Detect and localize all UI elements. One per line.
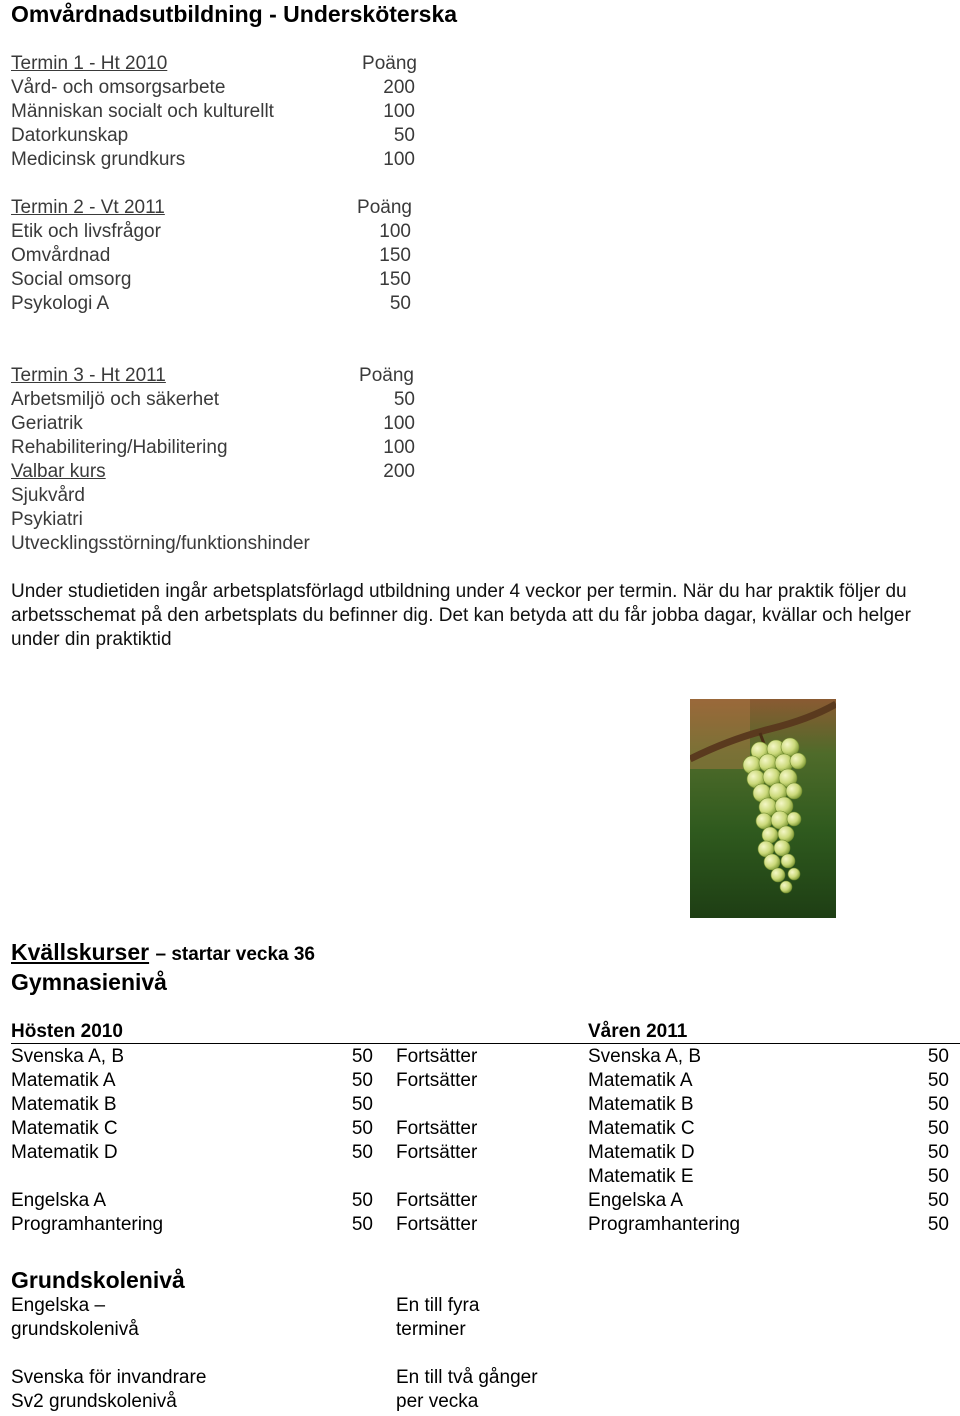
- course-name: Rehabilitering/Habilitering: [11, 437, 228, 458]
- course-row: [11, 412, 431, 436]
- term-header: [11, 196, 431, 220]
- autumn-course: Engelska A: [11, 1190, 107, 1211]
- course-points: 50: [393, 125, 415, 146]
- spring-course: Programhantering: [588, 1214, 741, 1235]
- upper-secondary-heading: Gymnasienivå: [11, 969, 167, 995]
- basic-frequency: per vecka: [396, 1391, 479, 1412]
- course-points: 100: [383, 149, 415, 170]
- elective-course-name: Valbar kurs: [11, 461, 106, 482]
- autumn-heading: Hösten 2010: [11, 1021, 123, 1042]
- points-label: Poäng: [362, 53, 417, 74]
- autumn-points: 50: [351, 1190, 373, 1211]
- table-row: [0, 1189, 960, 1213]
- course-points: 100: [383, 101, 415, 122]
- autumn-points: 50: [351, 1094, 373, 1115]
- course-row: [11, 484, 431, 508]
- autumn-course: Matematik D: [11, 1142, 118, 1163]
- course-row: [11, 508, 431, 532]
- course-name: Psykiatri: [11, 509, 83, 530]
- spring-points: 50: [927, 1070, 949, 1091]
- points-label: Poäng: [357, 197, 412, 218]
- course-name: Etik och livsfrågor: [11, 221, 161, 242]
- spring-points: 50: [927, 1214, 949, 1235]
- course-row: [11, 148, 431, 172]
- course-name: Vård- och omsorgsarbete: [11, 77, 226, 98]
- course-row: [11, 124, 431, 148]
- course-row: [11, 460, 431, 484]
- basic-frequency: terminer: [396, 1319, 466, 1340]
- evening-start-note: – startar vecka 36: [155, 944, 315, 965]
- course-points: 200: [383, 461, 415, 482]
- course-row: [11, 388, 431, 412]
- basic-course-line: Svenska för invandrare: [11, 1367, 207, 1388]
- autumn-points: 50: [351, 1214, 373, 1235]
- course-name: Geriatrik: [11, 413, 83, 434]
- course-points: 100: [383, 437, 415, 458]
- course-name: Arbetsmiljö och säkerhet: [11, 389, 220, 410]
- autumn-points: 50: [351, 1118, 373, 1139]
- autumn-points: 50: [351, 1142, 373, 1163]
- term-heading: Termin 2 - Vt 2011: [11, 197, 165, 218]
- basic-course-line: grundskolenivå: [11, 1319, 139, 1340]
- course-row: [11, 436, 431, 460]
- spring-points: 50: [927, 1118, 949, 1139]
- autumn-course: Programhantering: [11, 1214, 164, 1235]
- spring-course: Matematik C: [588, 1118, 695, 1139]
- grapes-photo: [690, 699, 836, 918]
- course-points: 50: [389, 293, 411, 314]
- course-name: Social omsorg: [11, 269, 132, 290]
- basic-frequency: En till två gånger: [396, 1367, 538, 1388]
- evening-courses-heading: [11, 937, 315, 970]
- course-name: Psykologi A: [11, 293, 110, 314]
- basic-course-line: Engelska –: [11, 1295, 106, 1316]
- table-row: [0, 1093, 960, 1117]
- course-row: [11, 244, 431, 268]
- course-name: Sjukvård: [11, 485, 85, 506]
- internship-paragraph: Under studietiden ingår arbetsplatsförlagd utbildning under 4 veckor per termin. När du har praktik följer du arbetsschemat på den arbetsplats du befinner dig. Det kan betyda att du får jobba dagar, kvällar och helger under din praktiktid: [11, 581, 911, 650]
- spring-course: Matematik E: [588, 1166, 694, 1187]
- continue-note: Fortsätter: [396, 1118, 478, 1139]
- spring-points: 50: [927, 1094, 949, 1115]
- continue-note: Fortsätter: [396, 1214, 478, 1235]
- spring-course: Matematik D: [588, 1142, 695, 1163]
- autumn-course: Matematik A: [11, 1070, 116, 1091]
- spring-points: 50: [927, 1046, 949, 1067]
- basic-frequency: En till fyra: [396, 1295, 480, 1316]
- course-name: Medicinsk grundkurs: [11, 149, 186, 170]
- continue-note: Fortsätter: [396, 1046, 478, 1067]
- table-row: [0, 1069, 960, 1093]
- spring-points: 50: [927, 1166, 949, 1187]
- spring-course: Svenska A, B: [588, 1046, 702, 1067]
- autumn-course: Matematik C: [11, 1118, 118, 1139]
- spring-course: Engelska A: [588, 1190, 684, 1211]
- spring-course: Matematik B: [588, 1094, 694, 1115]
- autumn-points: 50: [351, 1070, 373, 1091]
- term-header: [11, 52, 431, 76]
- term-heading: Termin 1 - Ht 2010: [11, 53, 168, 74]
- term-2: [11, 196, 431, 316]
- course-row: [11, 532, 431, 556]
- term-header: [11, 364, 431, 388]
- term-heading: Termin 3 - Ht 2011: [11, 365, 166, 386]
- course-name: Utvecklingsstörning/funktionshinder: [11, 533, 310, 554]
- autumn-points: 50: [351, 1046, 373, 1067]
- course-row: [11, 100, 431, 124]
- table-row: [0, 1165, 960, 1189]
- term-1: [11, 52, 431, 172]
- spring-points: 50: [927, 1190, 949, 1211]
- course-row: [11, 76, 431, 100]
- table-row: [0, 1045, 960, 1069]
- course-points: 200: [383, 77, 415, 98]
- spring-course: Matematik A: [588, 1070, 693, 1091]
- continue-note: Fortsätter: [396, 1190, 478, 1211]
- evening-heading: Kvällskurser: [11, 939, 150, 965]
- continue-note: Fortsätter: [396, 1142, 478, 1163]
- autumn-course: Matematik B: [11, 1094, 117, 1115]
- course-points: 150: [379, 245, 411, 266]
- table-row: [0, 1141, 960, 1165]
- course-row: [11, 220, 431, 244]
- page-title: Omvårdnadsutbildning - Undersköterska: [11, 1, 458, 27]
- spring-heading: Våren 2011: [588, 1021, 688, 1042]
- basic-course-line: Sv2 grundskolenivå: [11, 1391, 177, 1412]
- course-name: Människan socialt och kulturellt: [11, 101, 274, 122]
- course-name: Datorkunskap: [11, 125, 129, 146]
- points-label: Poäng: [359, 365, 414, 386]
- course-row: [11, 268, 431, 292]
- table-row: [0, 1117, 960, 1141]
- course-points: 100: [383, 413, 415, 434]
- term-3: [11, 364, 431, 556]
- autumn-course: Svenska A, B: [11, 1046, 125, 1067]
- course-points: 150: [379, 269, 411, 290]
- course-points: 100: [379, 221, 411, 242]
- course-points: 50: [393, 389, 415, 410]
- continue-note: Fortsätter: [396, 1070, 478, 1091]
- basic-level-heading: Grundskolenivå: [11, 1267, 185, 1293]
- course-row: [11, 292, 431, 316]
- table-divider: [11, 1043, 960, 1044]
- table-row: [0, 1213, 960, 1237]
- spring-points: 50: [927, 1142, 949, 1163]
- course-name: Omvårdnad: [11, 245, 111, 266]
